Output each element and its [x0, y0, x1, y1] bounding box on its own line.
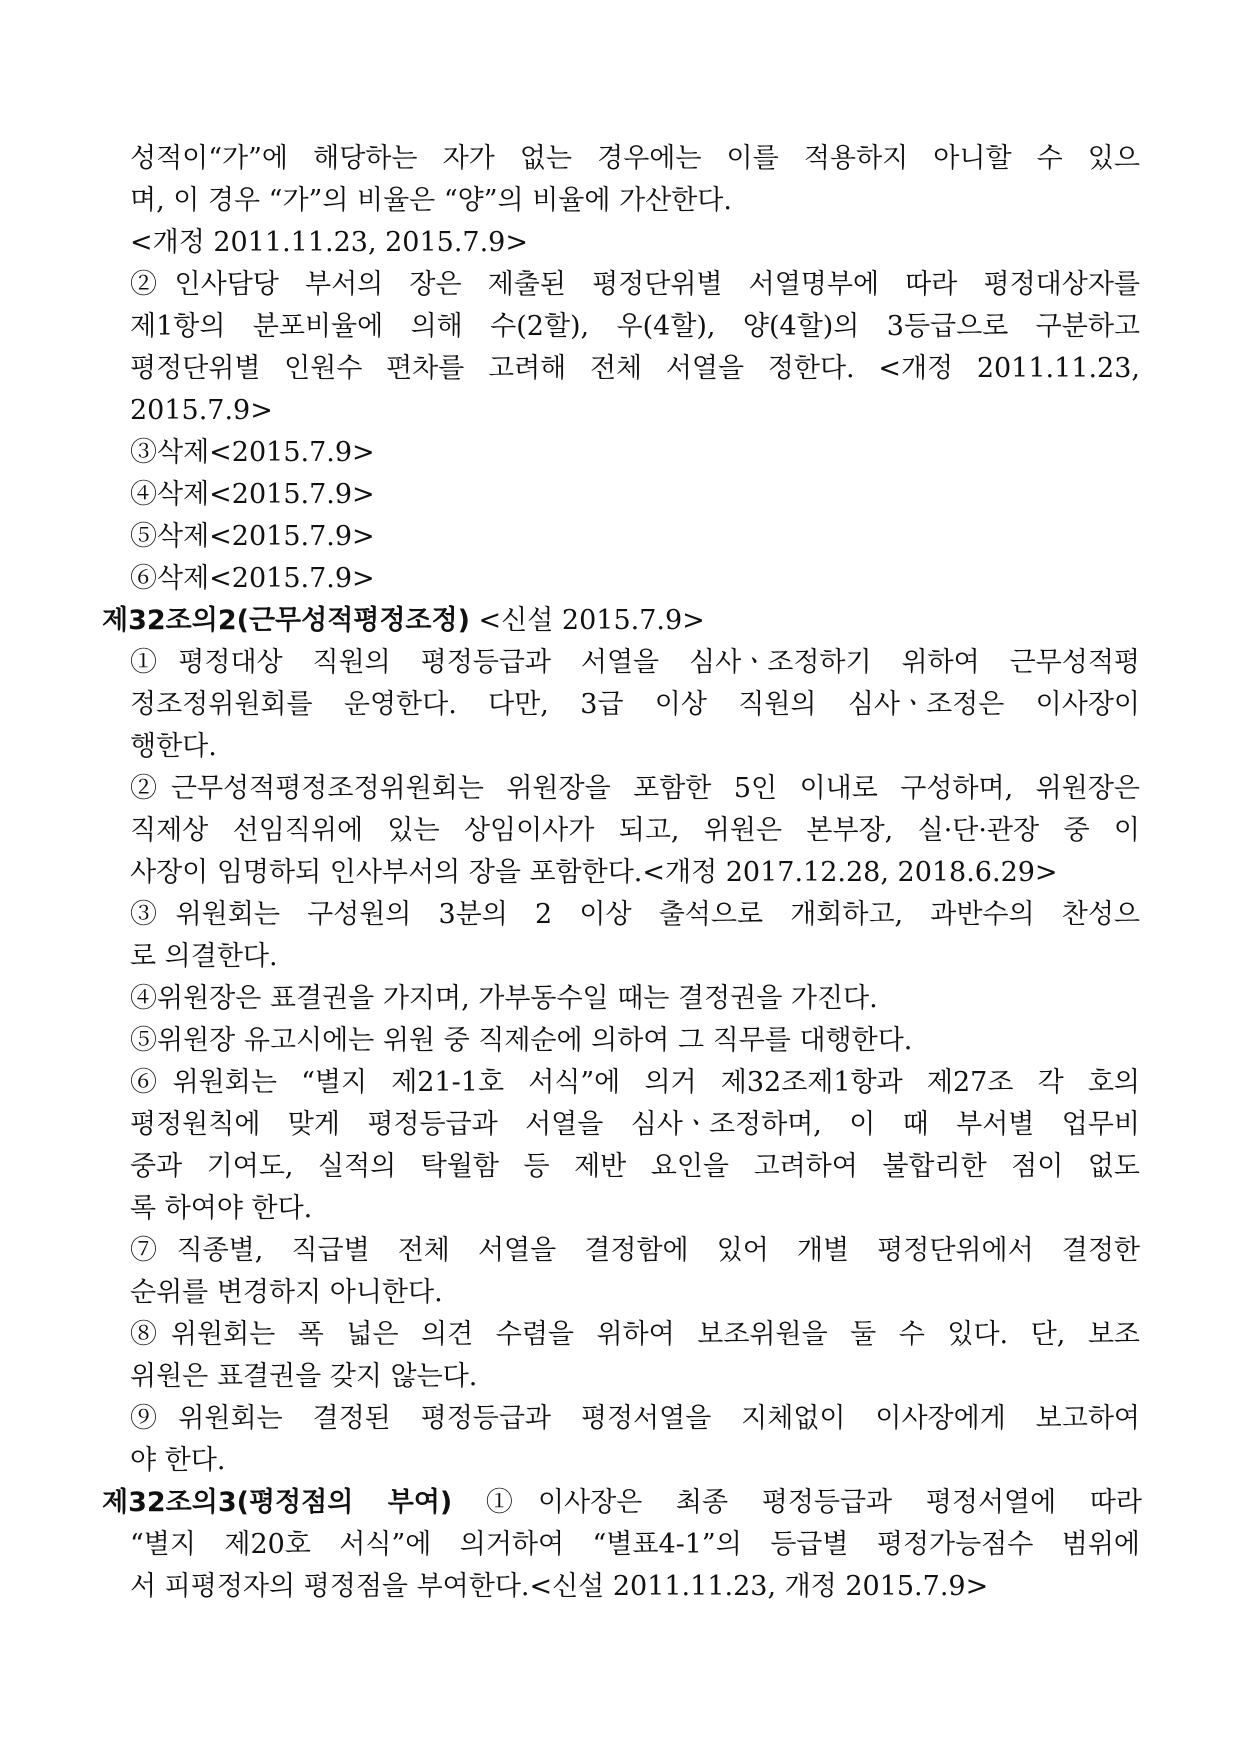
text-line: 사장이 임명하되 인사부서의 장을 포함한다.<개정 2017.12.28, 2018.6.29> — [130, 857, 1058, 888]
article-32-3-title-line — [102, 1482, 1142, 1524]
text-line: 2015.7.9> — [130, 395, 273, 426]
article-32-3-heading: 제32조의3(평정점의 부여) — [102, 1487, 453, 1518]
text-line: 직제상 선임직위에 있는 상임이사가 되고, 위원은 본부장, 실·단·관장 중 이 — [130, 815, 1140, 846]
article-32-2-heading: 제32조의2(근무성적평정조정) — [102, 605, 470, 636]
deleted-paragraph-6: ⑥삭제<2015.7.9> — [130, 563, 375, 594]
text-line: 정조정위원회를 운영한다. 다만, 3급 이상 직원의 심사ㆍ조정은 이사장이 — [130, 689, 1140, 720]
text-line: 평정단위별 인원수 편차를 고려해 전체 서열을 정한다. <개정 2011.11.23, — [130, 353, 1140, 384]
text-line: 성적이“가”에 해당하는 자가 없는 경우에는 이를 적용하지 아니할 수 있으 — [130, 143, 1140, 174]
article-32-2-paragraph-1: ①평정대상 직원의 평정등급과 서열을 심사ㆍ조정하기 위하여 근무성적평 — [130, 647, 1140, 678]
text-line: 중과 기여도, 실적의 탁월함 등 제반 요인을 고려하여 불합리한 점이 없도 — [130, 1151, 1140, 1182]
text-line: 록 하여야 한다. — [130, 1193, 313, 1224]
article-32-2-paragraph-5: ⑤위원장 유고시에는 위원 중 직제순에 의하여 그 직무를 대행한다. — [130, 1025, 913, 1056]
article-32-2-paragraph-6: ⑥위원회는 “별지 제21-1호 서식”에 의거 제32조제1항과 제27조 각 호의 — [130, 1067, 1140, 1098]
text-line: 순위를 변경하지 아니한다. — [130, 1277, 443, 1308]
text-line: 평정원칙에 맞게 평정등급과 서열을 심사ㆍ조정하며, 이 때 부서별 업무비 — [130, 1109, 1140, 1140]
article-32-2-paragraph-8: ⑧위원회는 폭 넓은 의견 수렴을 위하여 보조위원을 둘 수 있다. 단, 보조 — [130, 1319, 1140, 1350]
paragraph-2: ②인사담당 부서의 장은 제출된 평정단위별 서열명부에 따라 평정대상자를 — [130, 269, 1140, 300]
deleted-paragraph-5: ⑤삭제<2015.7.9> — [130, 521, 375, 552]
article-32-3-paragraph-1-start: ①이사장은 최종 평정등급과 평정서열에 따라 — [452, 1487, 1142, 1518]
article-32-2-paragraph-9: ⑨위원회는 결정된 평정등급과 평정서열을 지체없이 이사장에게 보고하여 — [130, 1403, 1140, 1434]
text-line: 서 피평정자의 평정점을 부여한다.<신설 2011.11.23, 개정 2015.7.9> — [130, 1571, 989, 1602]
amendment-note: <개정 2011.11.23, 2015.7.9> — [130, 227, 528, 258]
document-page — [102, 138, 1142, 1608]
text-line: 제1항의 분포비율에 의해 수(2할), 우(4할), 양(4할)의 3등급으로 구분하고 — [130, 311, 1140, 342]
text-line: 행한다. — [130, 731, 217, 762]
article-32-2-paragraph-3: ③위원회는 구성원의 3분의 2 이상 출석으로 개회하고, 과반수의 찬성으 — [130, 899, 1140, 930]
text-line: 위원은 표결권을 갖지 않는다. — [130, 1361, 478, 1392]
article-32-2-note: <신설 2015.7.9> — [469, 605, 705, 636]
article-32-2-paragraph-2: ②근무성적평정조정위원회는 위원장을 포함한 5인 이내로 구성하며, 위원장은 — [130, 773, 1140, 804]
deleted-paragraph-4: ④삭제<2015.7.9> — [130, 479, 375, 510]
article-32-2-paragraph-7: ⑦직종별, 직급별 전체 서열을 결정함에 있어 개별 평정단위에서 결정한 — [130, 1235, 1140, 1266]
text-line: 야 한다. — [130, 1445, 226, 1476]
article-32-2-paragraph-4: ④위원장은 표결권을 가지며, 가부동수일 때는 결정권을 가진다. — [130, 983, 878, 1014]
deleted-paragraph-3: ③삭제<2015.7.9> — [130, 437, 375, 468]
text-line: 로 의결한다. — [130, 941, 278, 972]
article-32-2-title-line — [102, 600, 1142, 642]
text-line: 며, 이 경우 “가”의 비율은 “양”의 비율에 가산한다. — [130, 185, 732, 216]
text-line: “별지 제20호 서식”에 의거하여 “별표4-1”의 등급별 평정가능점수 범위에 — [130, 1529, 1140, 1560]
